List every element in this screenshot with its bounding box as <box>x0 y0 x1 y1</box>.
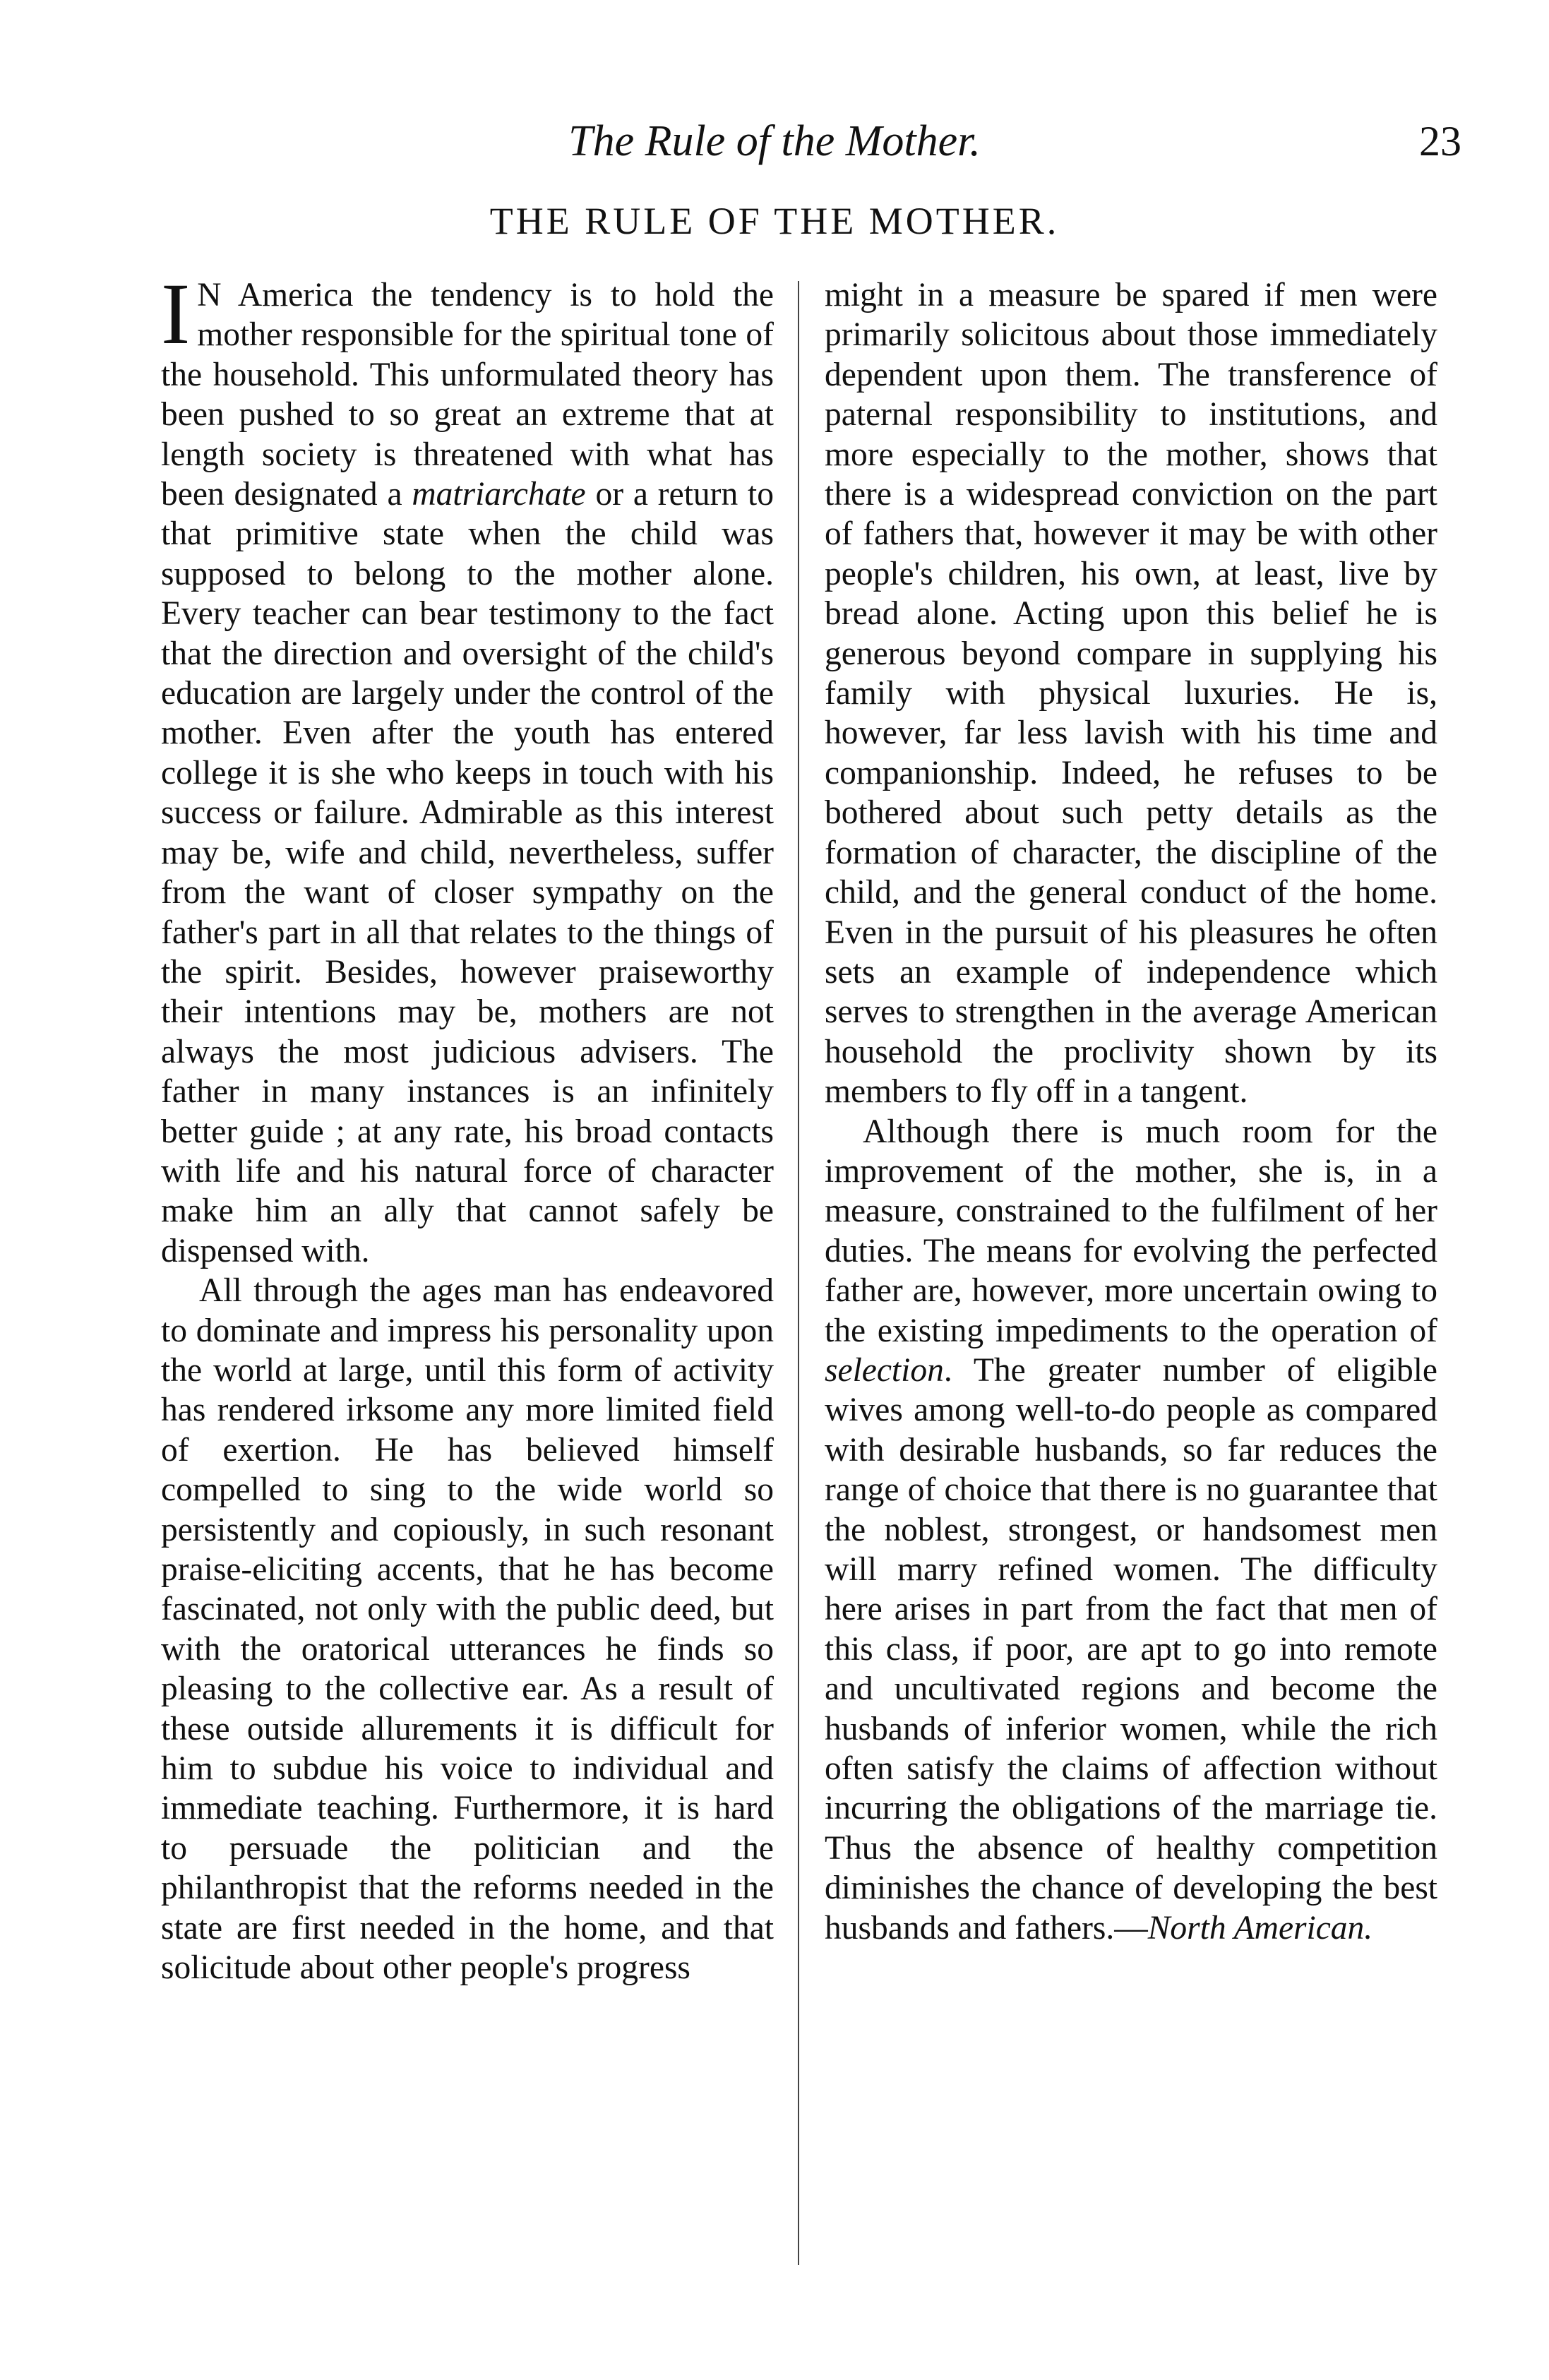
drop-cap: I <box>161 275 191 362</box>
emphasis-selection: selection <box>825 1351 944 1389</box>
article-title: THE RULE OF THE MOTHER. <box>489 200 1060 242</box>
page-number: 23 <box>1419 118 1461 165</box>
paragraph: All through the ages man has endeavored to dominate and impress his personality upon the world at large, until this form of activity has rendered irksome any more limited field of exertion. He has believed himself compelled to sing to the wide world so persistently and copiously, in such resonant praise-eliciting accents, that he has become fascinated, not only with the public deed, but with the oratorical utterances he finds so pleasing to the collective ear. As a result of these outside allurements it is difficult for him to subdue his voice to individual and immediate teaching. Furthermore, it is hard to persuade the politician and the philanthropist that the reforms needed in the state are first needed in the home, and that solicitude about other people's progress <box>161 1272 774 1987</box>
paragraph <box>825 1112 1437 1949</box>
paragraph-text: or a return to that primitive state when the child was supposed to belong to the mother alone. Every teacher can bear testimony to the fact that the direction and oversight of the child's education are largely under the control of the mother. Even after the youth has entered college it is she who keeps in touch with his success or failure. Admirable as this interest may be, wife and child, nevertheless, suffer from the want of closer sympathy on the father's part in all that relates to the things of the spirit. Besides, however praiseworthy their intentions may be, mothers are not always the most judicious advisers. The father in many instances is an infinitely better guide ; at any rate, his broad contacts with life and his natural force of character make him an ally that cannot safely be dispensed with. <box>161 476 774 1269</box>
paragraph: might in a measure be spared if men were primarily solicitous about those immediately dependent upon them. The transference of paternal responsibility to institutions, and more especially to the mother, shows that there is a widespread conviction on the part of fathers that, however it may be with other people's children, his own, at least, live by bread alone. Acting upon this belief he is generous beyond compare in supplying his family with physical luxuries. He is, however, far less lavish with his time and companionship. Indeed, he refuses to be bothered about such petty details as the formation of character, the discipline of the child, and the general conduct of the home. Even in the pursuit of his pleasures he often sets an example of independence which serves to strengthen in the average American household the proclivity shown by its members to fly off in a tangent. <box>825 277 1437 1111</box>
paragraph-text: . The greater number of eligible wives among well-to-do people as compared with desirable husbands, so far reduces the range of choice that there is no guarantee that the noblest, strongest, or handsomest men will marry refined women. The difficulty here arises in part from the fact that men of this class, if poor, are apt to go into remote and uncultivated regions and become the husbands of inferior women, while the rich often satisfy the claims of affection without incurring the obligations of the marriage tie. Thus the absence of healthy competition diminishes the chance of developing the best husbands and fathers.— <box>825 1351 1437 1947</box>
running-header <box>0 113 1549 169</box>
source-signoff: North American. <box>1147 1909 1373 1947</box>
paragraph-text: N America the tendency is to hold the mother responsible for the spiritual tone of the household. This unformulated theory has been pushed to so great an extreme that at length society is threatened with what has been designated a <box>161 277 774 513</box>
paragraph-text: Although there is much room for the improvement of the mother, she is, in a measure, constrained to the fulfilment of her duties. The means for evolving the perfected father are, however, more uncertain owing to the existing impediments to the operation of <box>825 1113 1437 1349</box>
paragraph <box>161 275 774 1271</box>
running-title: The Rule of the Mother. <box>568 117 981 165</box>
emphasis-matriarchate: matriarchate <box>412 476 586 513</box>
left-column <box>161 275 774 2288</box>
column-divider <box>798 281 799 2265</box>
right-column <box>825 275 1437 2288</box>
